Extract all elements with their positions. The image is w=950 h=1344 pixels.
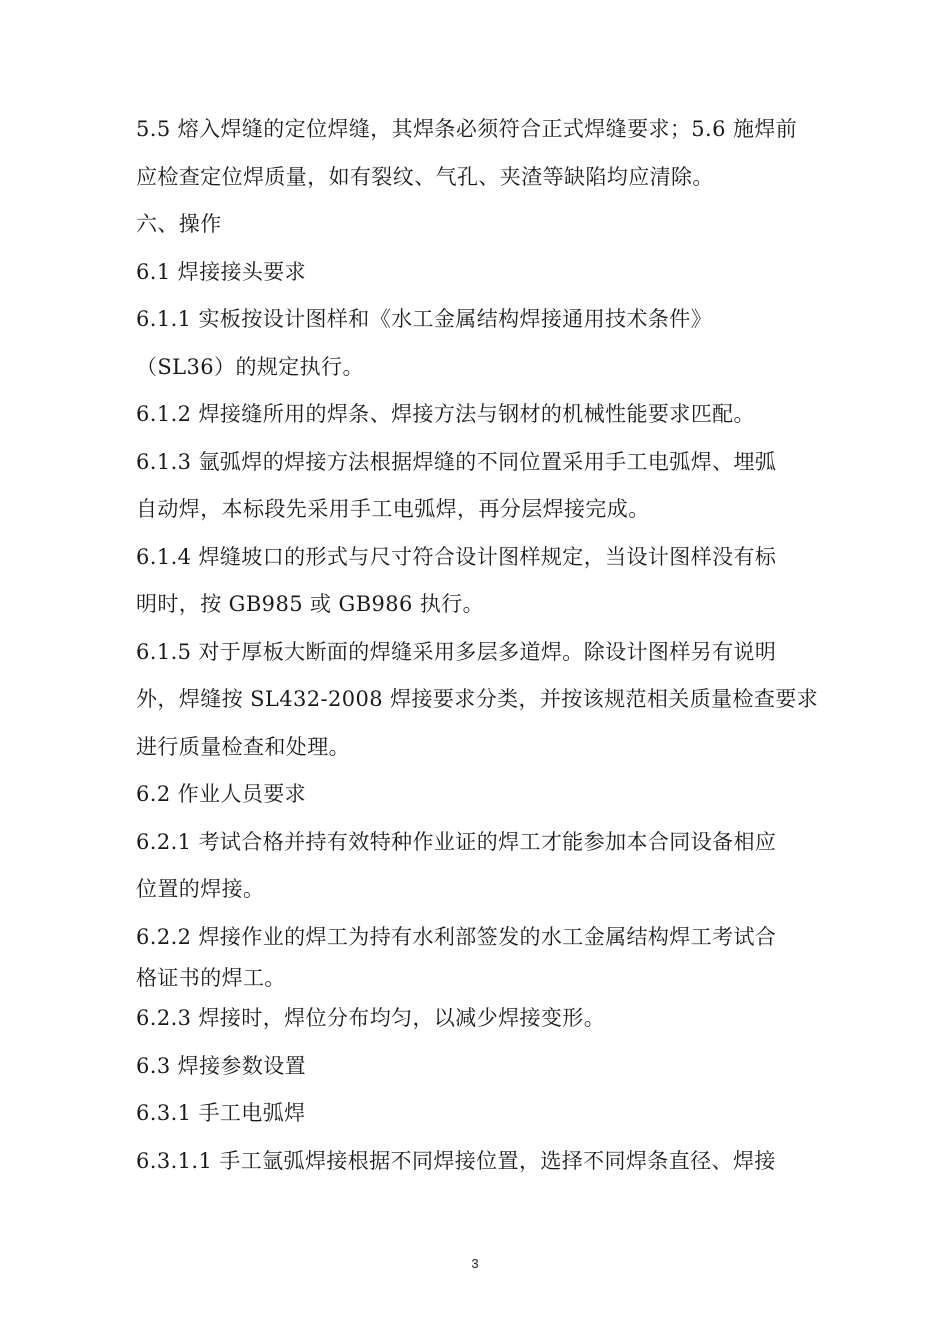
text-line: 应检查定位焊质量，如有裂纹、气孔、夹渣等缺陷均应清除。 bbox=[136, 164, 714, 189]
text-line: 格证书的焊工。 bbox=[136, 966, 286, 990]
text-line: （SL36）的规定执行。 bbox=[136, 354, 364, 379]
text-line: 6.3.1.1 手工氩弧焊接根据不同焊接位置，选择不同焊条直径、焊接 bbox=[136, 1148, 776, 1173]
text-line: 6.1.4 焊缝坡口的形式与尺寸符合设计图样规定，当设计图样没有标 bbox=[136, 544, 777, 569]
text-line: 外，焊缝按 SL432-2008 焊接要求分类，并按该规范相关质量检查要求 bbox=[136, 687, 819, 711]
subsection-heading: 6.3.1 手工电弧焊 bbox=[136, 1101, 306, 1125]
text-line: 6.1.1 实板按设计图样和《水工金属结构焊接通用技术条件》 bbox=[136, 307, 713, 331]
text-line: 6.1.2 焊接缝所用的焊条、焊接方法与钢材的机械性能要求匹配。 bbox=[136, 402, 755, 426]
text-line: 明时，按 GB985 或 GB986 执行。 bbox=[136, 592, 485, 616]
text-line: 位置的焊接。 bbox=[136, 877, 265, 901]
text-line: 自动焊，本标段先采用手工电弧焊，再分层焊接完成。 bbox=[136, 497, 650, 521]
text-line: 6.2.1 考试合格并持有效特种作业证的焊工才能参加本合同设备相应 bbox=[136, 829, 777, 854]
document-body bbox=[136, 106, 819, 1185]
subsection-heading: 6.1 焊接接头要求 bbox=[136, 259, 307, 284]
text-line: 6.1.5 对于厚板大断面的焊缝采用多层多道焊。除设计图样另有说明 bbox=[136, 639, 777, 664]
subsection-heading: 6.2 作业人员要求 bbox=[136, 782, 307, 806]
text-line: 6.2.3 焊接时，焊位分布均匀，以减少焊接变形。 bbox=[136, 1006, 606, 1030]
text-line: 6.2.2 焊接作业的焊工为持有水利部签发的水工金属结构焊工考试合 bbox=[136, 924, 777, 949]
text-line: 5.5 熔入焊缝的定位焊缝，其焊条必须符合正式焊缝要求；5.6 施焊前 bbox=[136, 117, 798, 141]
section-heading: 六、操作 bbox=[136, 212, 222, 236]
page-number: 3 bbox=[471, 1256, 479, 1271]
subsection-heading: 6.3 焊接参数设置 bbox=[136, 1053, 307, 1078]
text-line: 6.1.3 氩弧焊的焊接方法根据焊缝的不同位置采用手工电弧焊、埋弧 bbox=[136, 449, 777, 474]
text-line: 进行质量检查和处理。 bbox=[136, 734, 350, 759]
